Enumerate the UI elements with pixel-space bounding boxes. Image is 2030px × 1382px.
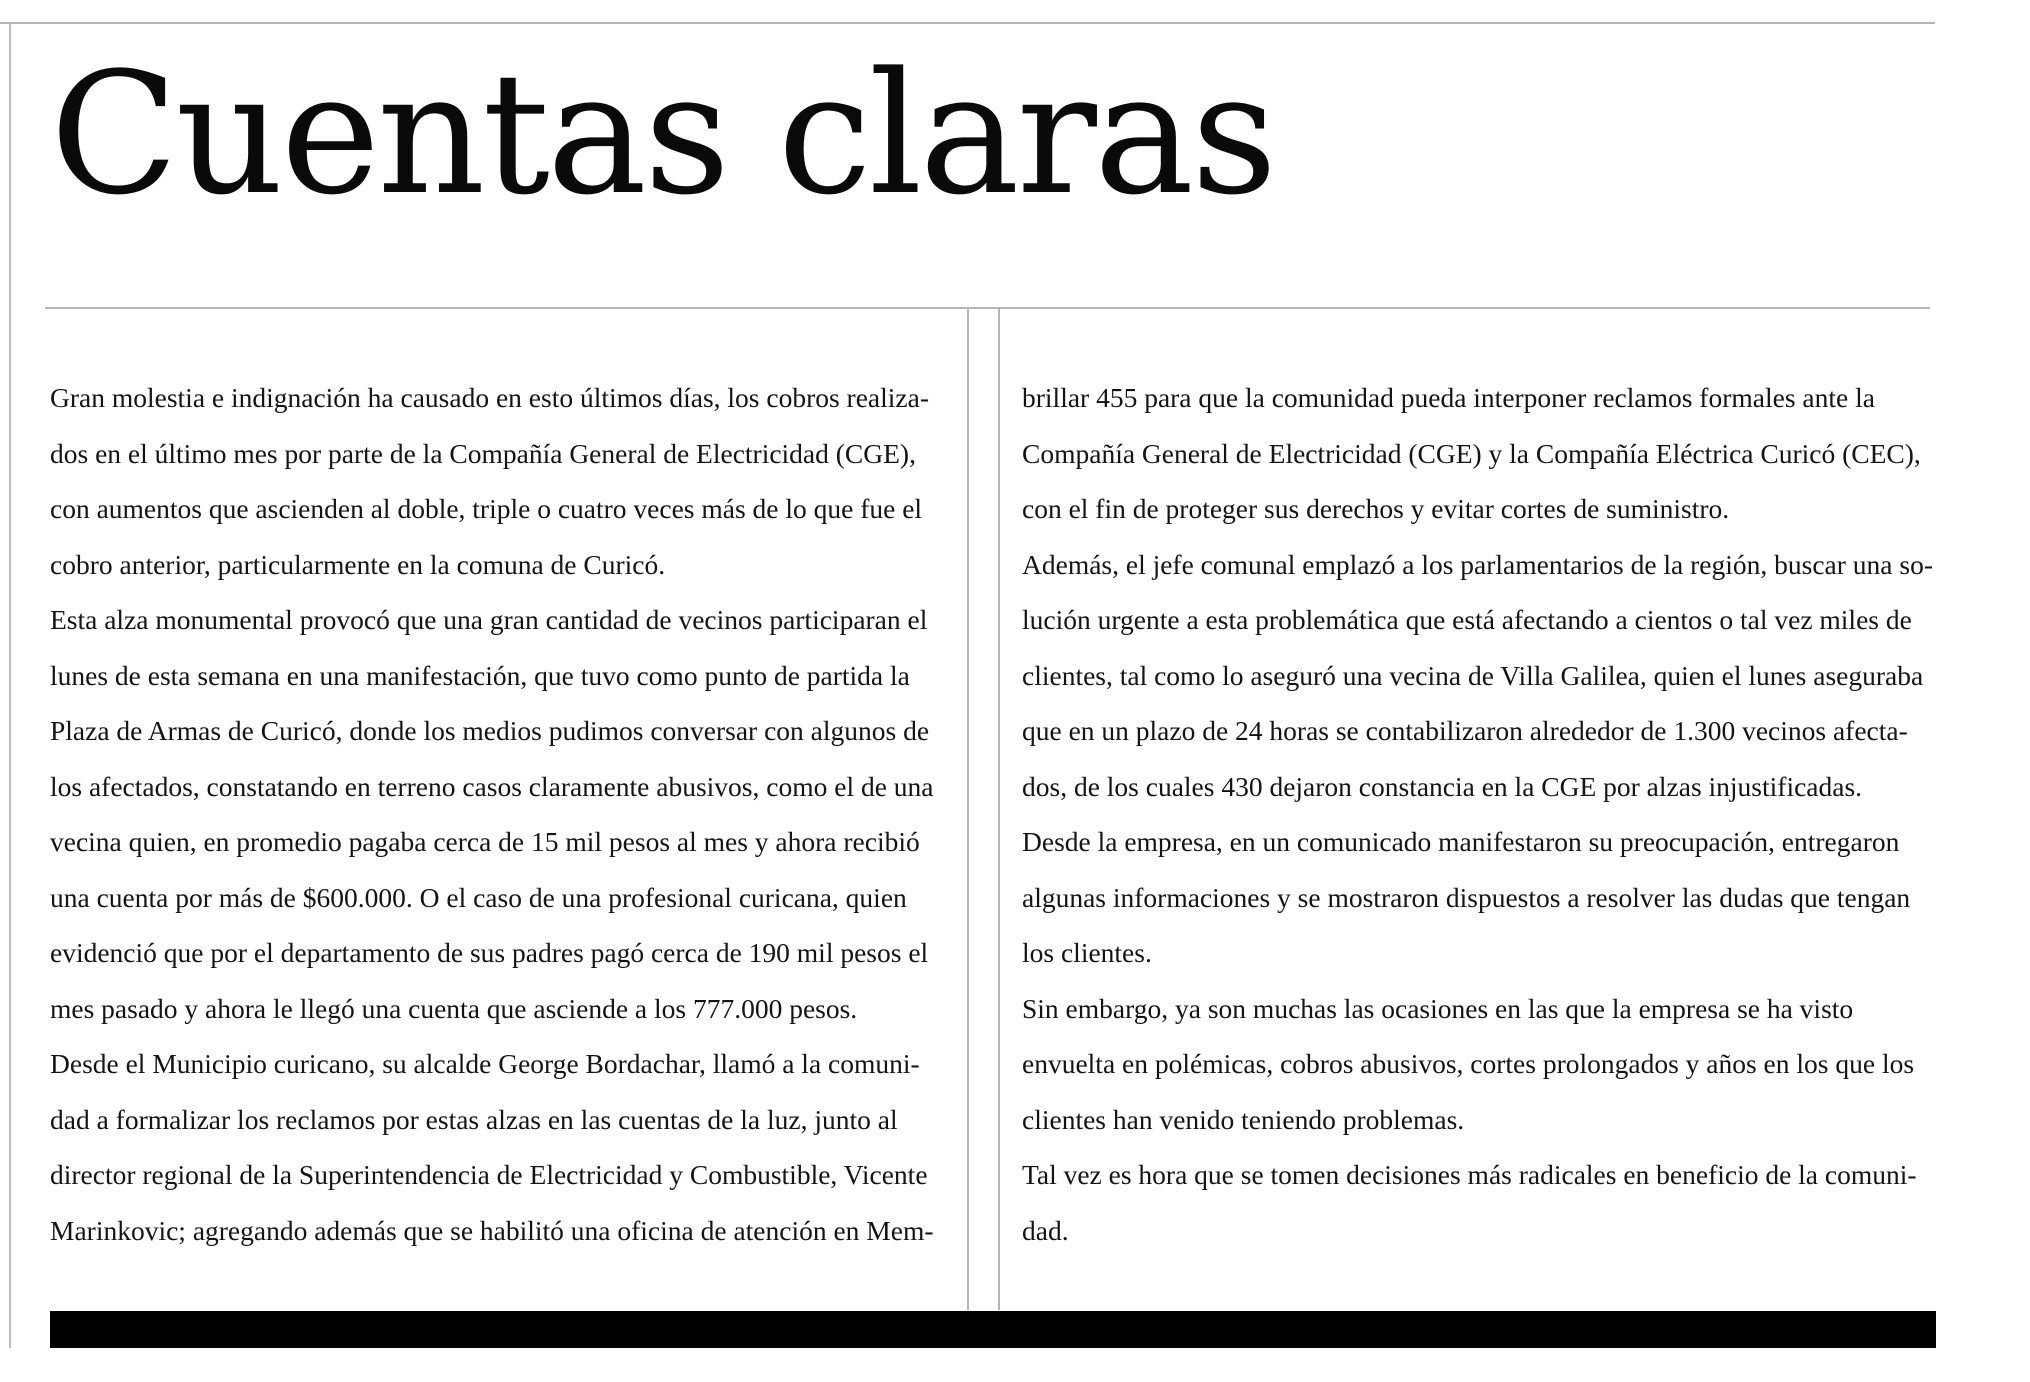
text-line: Gran molestia e indignación ha causado en esto últimos días, los cobros realiza- xyxy=(50,382,929,413)
text-line: vecina quien, en promedio pagaba cerca de 15 mil pesos al mes y ahora recibió xyxy=(50,826,920,857)
column-divider-right-rule xyxy=(998,308,1000,1310)
text-line: una cuenta por más de $600.000. O el caso de una profesional curicana, quien xyxy=(50,881,907,913)
bottom-black-bar xyxy=(50,1311,1936,1348)
text-line: brillar 455 para que la comunidad pueda interponer reclamos formales ante la xyxy=(1022,382,1875,413)
text-line: dos en el último mes por parte de la Compañía General de Electricidad (CGE), xyxy=(50,437,916,469)
text-line: con aumentos que ascienden al doble, triple o cuatro veces más de lo que fue el xyxy=(50,493,923,524)
text-line: Plaza de Armas de Curicó, donde los medios pudimos conversar con algunos de xyxy=(50,715,930,746)
text-line: envuelta en polémicas, cobros abusivos, cortes prolongados y años en los que los xyxy=(1022,1048,1915,1079)
article-column-left xyxy=(50,370,950,1258)
text-line: lución urgente a esta problemática que está afectando a cientos o tal vez miles de xyxy=(1022,604,1912,635)
headline-divider xyxy=(45,307,1930,309)
text-line: que en un plazo de 24 horas se contabilizaron alrededor de 1.300 vecinos afecta- xyxy=(1022,715,1908,746)
top-rule xyxy=(0,22,1935,24)
text-line: Esta alza monumental provocó que una gran cantidad de vecinos participaran el xyxy=(50,604,928,635)
text-line: Sin embargo, ya son muchas las ocasiones en las que la empresa se ha visto xyxy=(1022,992,1854,1024)
text-line: Compañía General de Electricidad (CGE) y la Compañía Eléctrica Curicó (CEC), xyxy=(1022,437,1921,469)
text-line: director regional de la Superintendencia de Electricidad y Combustible, Vicente xyxy=(50,1159,928,1190)
text-line: con el fin de proteger sus derechos y evitar cortes de suministro. xyxy=(1022,493,1730,524)
text-line: clientes, tal como lo aseguró una vecina de Villa Galilea, quien el lunes aseguraba xyxy=(1022,659,1924,691)
text-line: Desde el Municipio curicano, su alcalde George Bordachar, llamó a la comuni- xyxy=(50,1048,920,1079)
text-line: los afectados, constatando en terreno casos claramente abusivos, como el de una xyxy=(50,770,934,802)
headline: Cuentas claras xyxy=(50,36,1275,232)
text-line: evidenció que por el departamento de sus padres pagó cerca de 190 mil pesos el xyxy=(50,937,929,968)
text-line: dad. xyxy=(1022,1214,1069,1246)
text-line: dos, de los cuales 430 dejaron constancia en la CGE por alzas injustificadas. xyxy=(1022,770,1863,802)
text-line: Desde la empresa, en un comunicado manifestaron su preocupación, entregaron xyxy=(1022,826,1900,857)
text-line: cobro anterior, particularmente en la comuna de Curicó. xyxy=(50,548,666,580)
text-line: algunas informaciones y se mostraron dispuestos a resolver las dudas que tengan xyxy=(1022,881,1911,913)
article-column-right xyxy=(1022,370,1932,1258)
text-line: Tal vez es hora que se tomen decisiones más radicales en beneficio de la comuni- xyxy=(1022,1159,1917,1190)
text-line: lunes de esta semana en una manifestación, que tuvo como punto de partida la xyxy=(50,659,910,691)
left-border-rule xyxy=(9,24,11,1348)
text-line: dad a formalizar los reclamos por estas alzas en las cuentas de la luz, junto al xyxy=(50,1103,898,1135)
text-line: los clientes. xyxy=(1022,937,1152,968)
text-line: Además, el jefe comunal emplazó a los parlamentarios de la región, buscar una so- xyxy=(1022,548,1933,580)
text-line: clientes han venido teniendo problemas. xyxy=(1022,1103,1465,1135)
column-divider-left-rule xyxy=(967,308,969,1310)
text-line: Marinkovic; agregando además que se habilitó una oficina de atención en Mem- xyxy=(50,1214,934,1246)
text-line: mes pasado y ahora le llegó una cuenta que asciende a los 777.000 pesos. xyxy=(50,992,858,1024)
